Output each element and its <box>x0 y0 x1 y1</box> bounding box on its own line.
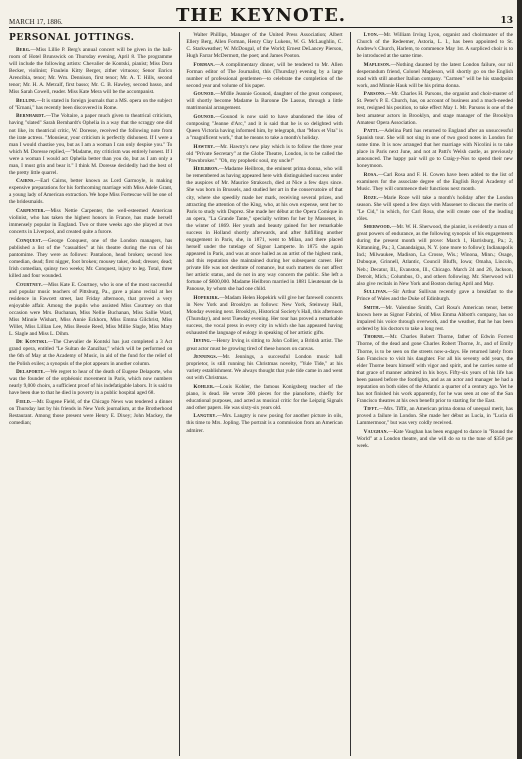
jotting-text: —The Chevalier de Kontski has just completed a 3 Act grand opera, entitled "Le Sultan de Zanzibar," which will be performed on the 6th of May at the Academy of Music, in aid of the fund for the relief of the Polish exiles; a synopsis of the plot appears in another column. <box>9 339 173 367</box>
jotting-lead: Smith. <box>363 304 381 311</box>
section-title: PERSONAL JOTTINGS. <box>9 33 135 43</box>
column-2 <box>179 32 342 756</box>
jotting-lead: Carpenter. <box>16 208 46 215</box>
jotting-text: —Mr. William Irving Lyon, organist and choirmaster of the Church of the Redeemer, Astoria, L. I., has been appointed to St. Andrew's Church, Harlem, to commence May 1st. A surpliced choir is to be introduced at the same time. <box>356 32 513 60</box>
jotting-text: —Marie Roze will take a month's holiday after the London season. She will spend a few days with Massenet to discuss the merits of "Le Cid," in which, for Carl Rosa, she will create one of the leading rôles. <box>356 194 513 222</box>
jotting-item <box>357 224 513 287</box>
jotting-lead: Langtry. <box>193 413 217 420</box>
page-edge-bar <box>517 0 522 759</box>
jotting-lead: Patti. <box>363 128 379 135</box>
jotting-text: —Gounod is now said to have abandoned the idea of composing "Jeanne d'Arc," and it is said that he is so delighted with Queen Victoria having informed him, by telegraph, that "Mors et Vita" is a "magnificent work," that he means to take a month's holiday. <box>186 114 343 142</box>
jotting-item <box>186 114 342 142</box>
jotting-item <box>9 98 172 112</box>
jotting-lead: Jennings. <box>193 354 218 361</box>
jotting-text: —Louis Kohler, the famous Konigsberg teacher of the piano, is dead. He wrote 300 pieces for the pianoforte, chiefly for educational purposes, and acted as musical critic for the Leipzig Signals and other papers. He was sixty-six years old. <box>186 383 343 411</box>
jotting-lead: Sullivan. <box>363 289 388 296</box>
jotting-item <box>9 47 172 96</box>
jotting-text: —Adelina Patti has returned to England after an unsuccessful Spanish tour. She will not sing in one of two good notes in London for some time. It is now arranged that her marriage with Nicolini is to take place in Paris next June, and not at Patti's Welsh castle, as previously announced. The happy pair will go to Craig-y-Nos to spend their new honeymoon. <box>356 128 513 170</box>
jotting-lead: Gounod. <box>193 114 216 121</box>
jotting-lead: Cairns. <box>16 178 35 185</box>
jotting-item <box>9 369 172 397</box>
jotting-text: —It is stated in foreign journals that a MS. opera on the subject of "Ernani," has recently been discovered in Rome. <box>9 97 173 111</box>
jotting-item <box>186 384 342 412</box>
jotting-text: —Mr. Charles Robert Thorne, father of Edwin Forrest Thorne, of the dead and gone Charles Robert Thorne, Jr., and of Emily Thorne, is to be seen on the streets now-a-days. He returned lately from San Francisco to visit his daughter. For all his seventy odd years, the elder Thorne bears himself with vigor and spirit, and he carries some of that grace of manner admired in his boys. Fifty-six years of his life has been passed before the footlights, and as an actor and manager he had a reputation on both sides of the Atlantic a quarter of a century ago. Yet he has not finished his work apparently, for he was seen at one of the San Francisco theatres at his own benefit prior to starting for the East. <box>356 334 513 404</box>
jotting-text: —Earl Cairns, better known as Lord Garmoyle, is making expensive preparations for his forthcoming marriage with Miss Adele Grant, a young lady of American extraction. We hope Miss Fortescue will be one of the bridesmaids. <box>9 178 173 206</box>
jotting-item <box>357 305 513 333</box>
jotting-item <box>9 282 172 338</box>
jotting-lead: Gounod. <box>193 91 216 98</box>
jotting-item <box>357 429 513 450</box>
jotting-lead: Bellini. <box>16 97 37 104</box>
jotting-item <box>357 334 513 404</box>
jotting-lead: Delaporte. <box>16 369 46 376</box>
jotting-text: —We regret to hear of the death of Eugene Delaporte, who was the founder of the orphéonic movement in Paris, which now numbers nearly 9,000 choirs, a sufficient proof of his indefatigable labors. It is said to have been due to that he died in poverty in a public hospital aged 68. <box>9 369 173 397</box>
jotting-item <box>186 32 342 60</box>
jotting-lead: Conquest. <box>16 237 43 244</box>
jotting-lead: Lyon. <box>363 32 379 38</box>
jotting-lead: Sherwood. <box>363 224 392 231</box>
jotting-lead: Kohler. <box>193 383 215 390</box>
jotting-lead: Vaughan. <box>363 429 389 436</box>
jotting-lead: Forman. <box>193 61 215 68</box>
jotting-lead: De Kontski. <box>16 339 48 346</box>
jotting-item <box>357 289 513 303</box>
jotting-item <box>9 238 172 280</box>
jotting-lead: Thorne. <box>363 334 385 341</box>
jotting-item <box>186 295 342 337</box>
jotting-text: —Miss Lillie P. Berg's annual concert will be given in the ball-room of Hotel Brunswick on Thursday evening, April 8. The programme will include the following artists: Chevalier de Kontski, pianist; Miss Dora Becker, violinist; Fraulein Kitty Berger, zither virtuoso; Senor Enrico Arencibia, tenor; Mr. Wm. Dennison, first tenor; Mr. A. T. Hills, second tenor; Mr. H. A. Metcalf, first basso; Mr. C. B. Hawley, second basso, and Miss Sarah Cowell, reader. Miss Kate Mera will be the accompanist. <box>9 47 173 96</box>
jotting-text: —The Voltaire, a paper much given to theatrical criticism, having "slated" Sarah Bernhardt's Ophelia in a way that the scraggy one did not like, its theatrical critic, W. Doresse, received the following note from the irate actress. "Monsieur, your criticism is perfectly dishonest. If I were a man I would chastise you, but as I am a woman I can only despise you." To which M. Doresse replied,—"Madame, my criticism was entirely honest. If I were a woman I would act Ophelia better than you do, but as I am only a man, I must grin and bear it." I think M. Doresse decidedly had the best of the pretty little quarrel. <box>9 113 173 176</box>
jotting-text: —Nothing daunted by the latest London failure, our nil desperandum friend, Colonel Mapleson, will shortly go on the English road with still another Italian company. "Carmen" will be his standpoint work, and Minnie Hauk will be his prima donna. <box>356 61 513 89</box>
jotting-item <box>186 413 342 434</box>
jotting-lead: Tifft. <box>363 406 379 413</box>
jotting-item <box>9 399 172 427</box>
jotting-lead: Irving. <box>193 338 212 345</box>
jotting-item <box>357 406 513 427</box>
jotting-text: —Mr. Eugene Field, of the Chicago News was tendered a dinner on Thursday last by his friends in New York journalism, at the Brotherhood Restaurant. Among those present were Henry E. Dixey; John Mackey, the comedian; <box>9 398 173 426</box>
jotting-lead: Hawtry. <box>193 143 215 150</box>
jotting-text: —A complimentary dinner, will be tendered to Mr. Allen Forman editor of The Journalist, this (Thursday) evening by a large number of professional gentlemen—to celebrate the completion of the second year and volume of his paper. <box>186 61 343 89</box>
jotting-text: —Sir Arthur Sullivan recently gave a breakfast to the Prince of Wales and the Duke of Edinburgh. <box>356 289 513 303</box>
jotting-text: —Madam Helen Hopekirk will give her farewell concerts in New York and Brooklyn as follows: New York, Steinway Hall, Monday evening next. Brooklyn, Historical Society's Hall, this afternoon (Thursday), and next Tuesday evening. Her tour has proved a remarkable success, the vocal press in every city in which she has appeared having exhausted the language of eulogy in speaking of her artistic gifts. <box>186 294 343 336</box>
jotting-item <box>357 172 513 193</box>
jotting-item <box>357 32 513 60</box>
jotting-item <box>186 91 342 112</box>
jotting-text: —Carl Rosa and F. H. Cowen have been added to the list of examiners for the associate degree of the English Royal Academy of Music. They will commence their functions next month. <box>356 171 513 192</box>
jotting-lead: Hopekirk. <box>193 294 220 301</box>
jotting-text: —George Conquest, one of the London managers, has published a list of the "casualties" at his theatre during the run of his pantomime. They were as follows: Pantaloon, head broken; second low comedian, dead; first nigger, foot broken; mousey taker, dead; dresser, dead; Irish comedian, quinsy two weeks; Mr. Conquest, injury to leg. Total, three killed and four wounded. <box>9 237 173 279</box>
jotting-lead: Bernhardt. <box>16 113 46 120</box>
jotting-item <box>186 144 342 165</box>
jotting-item <box>9 339 172 367</box>
jotting-lead: Mapleson. <box>363 61 391 68</box>
jotting-text: —Kate Vaughan has been engaged to dance in "Round the World" at a London theatre, and she will do so to the tune of $350 per week. <box>356 429 513 450</box>
jotting-lead: Field. <box>16 398 32 405</box>
jotting-item <box>357 128 513 170</box>
jotting-text: —Mrs. Langtry is now posing for another picture in oils, this time to Mrs. Jopling. The portrait is a commission from an American admirer. <box>186 413 343 434</box>
column-1 <box>9 32 172 756</box>
jotting-text: —M'dlle Jeannie Gounod, daughter of the great composer, will shortly become Madame la Baronne De Lassus, through a little matrimonial arrangement. <box>186 91 343 112</box>
jotting-item <box>9 208 172 236</box>
article-columns <box>9 32 513 756</box>
masthead <box>9 4 513 28</box>
jotting-text: —Mr. Valentine Smith, Carl Rosa's American tenor, better known here as Signor Fabrini, of Miss Emma Abbott's company, has so impaired his voice through overwork, and the weather, that he has been ordered by his doctors to take a long rest. <box>356 304 513 332</box>
jotting-text: —Miss Nettie Carpenter, the well-esteemed American violinist, who has taken the highest honors in France, has made herself immensely popular in England. Two or three weeks ago she played at two concerts in Liverpool, and created quite a furore. <box>9 208 173 236</box>
jotting-lead: Berg. <box>16 47 31 53</box>
jotting-text: —Mr. Hawtry's new play which is to follow the three year old "Private Secretary" at the Globe Theatre, London, is to be called the "Pawnbroker." "Oh, my prophetic soul, my uncle!" <box>186 143 343 164</box>
jotting-text: —Mr. Jennings, a successful London music hall proprietor, is still running his Christmas novelty, "Yule Tide," at his variety establishment. We always thought that yule tide came in and went out with Christmas. <box>186 354 343 382</box>
jotting-item <box>186 62 342 90</box>
jotting-item <box>357 195 513 223</box>
jotting-item <box>357 62 513 90</box>
jotting-item <box>186 354 342 382</box>
jotting-lead: Roze. <box>363 194 379 201</box>
jotting-item <box>186 338 342 352</box>
publication-title: THE KEYNOTE. <box>175 5 347 26</box>
jotting-text: —Mr. Charles H. Parsons, the organist and choir-master of St. Peter's P. E. Church, has, on account of business and a much-needed rest, resigned his position, to take effect May 1. Mr. Parsons is one of the best amateur actors in Brooklyn, and stage manager of the Brooklyn Amateur Opera Association. <box>356 91 513 126</box>
page-number: 13 <box>500 16 513 26</box>
jotting-text: —Mrs. Tiffit, an American prima donna of unequal merit, has proved a failure in London. She made her début as Lucia, in "Lucia di Lammermoor," but was very coldly received. <box>356 406 513 427</box>
column-3 <box>350 32 513 756</box>
jotting-lead: Courtney. <box>16 281 43 288</box>
jotting-item <box>186 166 342 293</box>
jotting-item <box>9 113 172 176</box>
jotting-text: Walter Phillips, Manager of the United Press Association; Albert Ellery Berg, Allen Forman, Henry Clay Lukens, W. G. McLaughlin, C. C. Starkweather; W. McDougal, of the World; Ernest DeLancey Pierson, Hugh Farrar McDermott, the poet; and James Pooton. <box>186 32 343 60</box>
jotting-lead: Rosa. <box>363 171 379 178</box>
issue-date: MARCH 17, 1886. <box>9 18 63 26</box>
jotting-text: —Madame Heilbron, the eminent prima donna, who will be remembered as having appeared here with distinguished success under the auspices of Mr. Maurice Strakosch, died at Nice a few days since. She was born in Brussels, and studied her art in the conservatoire of that city, where she speedily made her mark, receiving several prizes, and attracting the attention of the King, who, at his own expense, sent her to Paris to study with Duprez. She made her début at the Opera Comique in an opera, "La Grande Tante," specially written for her by Massenet, in the winter of 1869. Her youth and beauty gained for her remarkable success in Holland shortly afterwards, and after fulfilling another engagement in Paris, she, in 1871, went to Milan, and there placed herself under the tutelage of Signor Lamperte. In 1875 she again appeared in Paris, and was at once hailed as an artist of the highest rank, and this reputation she maintained during her subsequent career. Her private life was not destitute of romance, but such matters do not affect her artistic status, and do not in any way concern the public. She left a fortune of $600,000. Madame Heilbron married in 1881 Lieutenant de la Panouse, by whom she had one child. <box>186 166 343 293</box>
jotting-text: —Mr. W. H. Sherwood, the pianist, is evidently a man of great powers of endurance, as the following synopsis of his engagements during the present month will prove: March 1, Harrisburg, Pa.; 2, Kittanning, Pa.; 3, Canandaigua, N. Y. (one more to follow); Indianapolis Ind.; Milwaukee, Madison, La Crosse, Wis.; Winona, Minn.; Osage, Dubuque, Grinnell, Atlantic, Council Bluffs, Iowa; Omaha, Lincoln, Neb.; Decatur, Ill., Evanston, Ill., Chicago. March 24 and 26, Jackson, Detroit, Mich.; Columbus, O., and others following. Mr. Sherwood will also give recitals in New York and Boston during April and May. <box>356 224 513 287</box>
jotting-item <box>9 178 172 206</box>
jotting-lead: Heilbron. <box>193 166 220 173</box>
jotting-text: —Miss Kate E. Courtney, who is one of the most successful and popular music teachers of Pittsburg, Pa., gave a piano recital at her residence in Fawcett street, last Friday afternoon, that proved a very enjoyable affair. Among the pupils who assisted Miss Courtney on that occasion were Mrs. Buchanan, Miss Nellie Buchanan, Miss Sallie Ward, Miss Minnie Wishart, Miss Annie Eckhorn, Miss Emma Gilchrist, Miss Willet, Miss Lillian Lee, Miss Bessie Reed, Miss Millie Slagle, Miss Mary L. Slagle and Miss L. Dihm. <box>9 281 173 337</box>
jotting-item <box>357 91 513 126</box>
jotting-lead: Parsons. <box>363 91 387 98</box>
jotting-text: —Henry Irving is sitting to John Collier, a British artist. The great actor must be growing tired of these honors on canvas. <box>186 338 343 352</box>
